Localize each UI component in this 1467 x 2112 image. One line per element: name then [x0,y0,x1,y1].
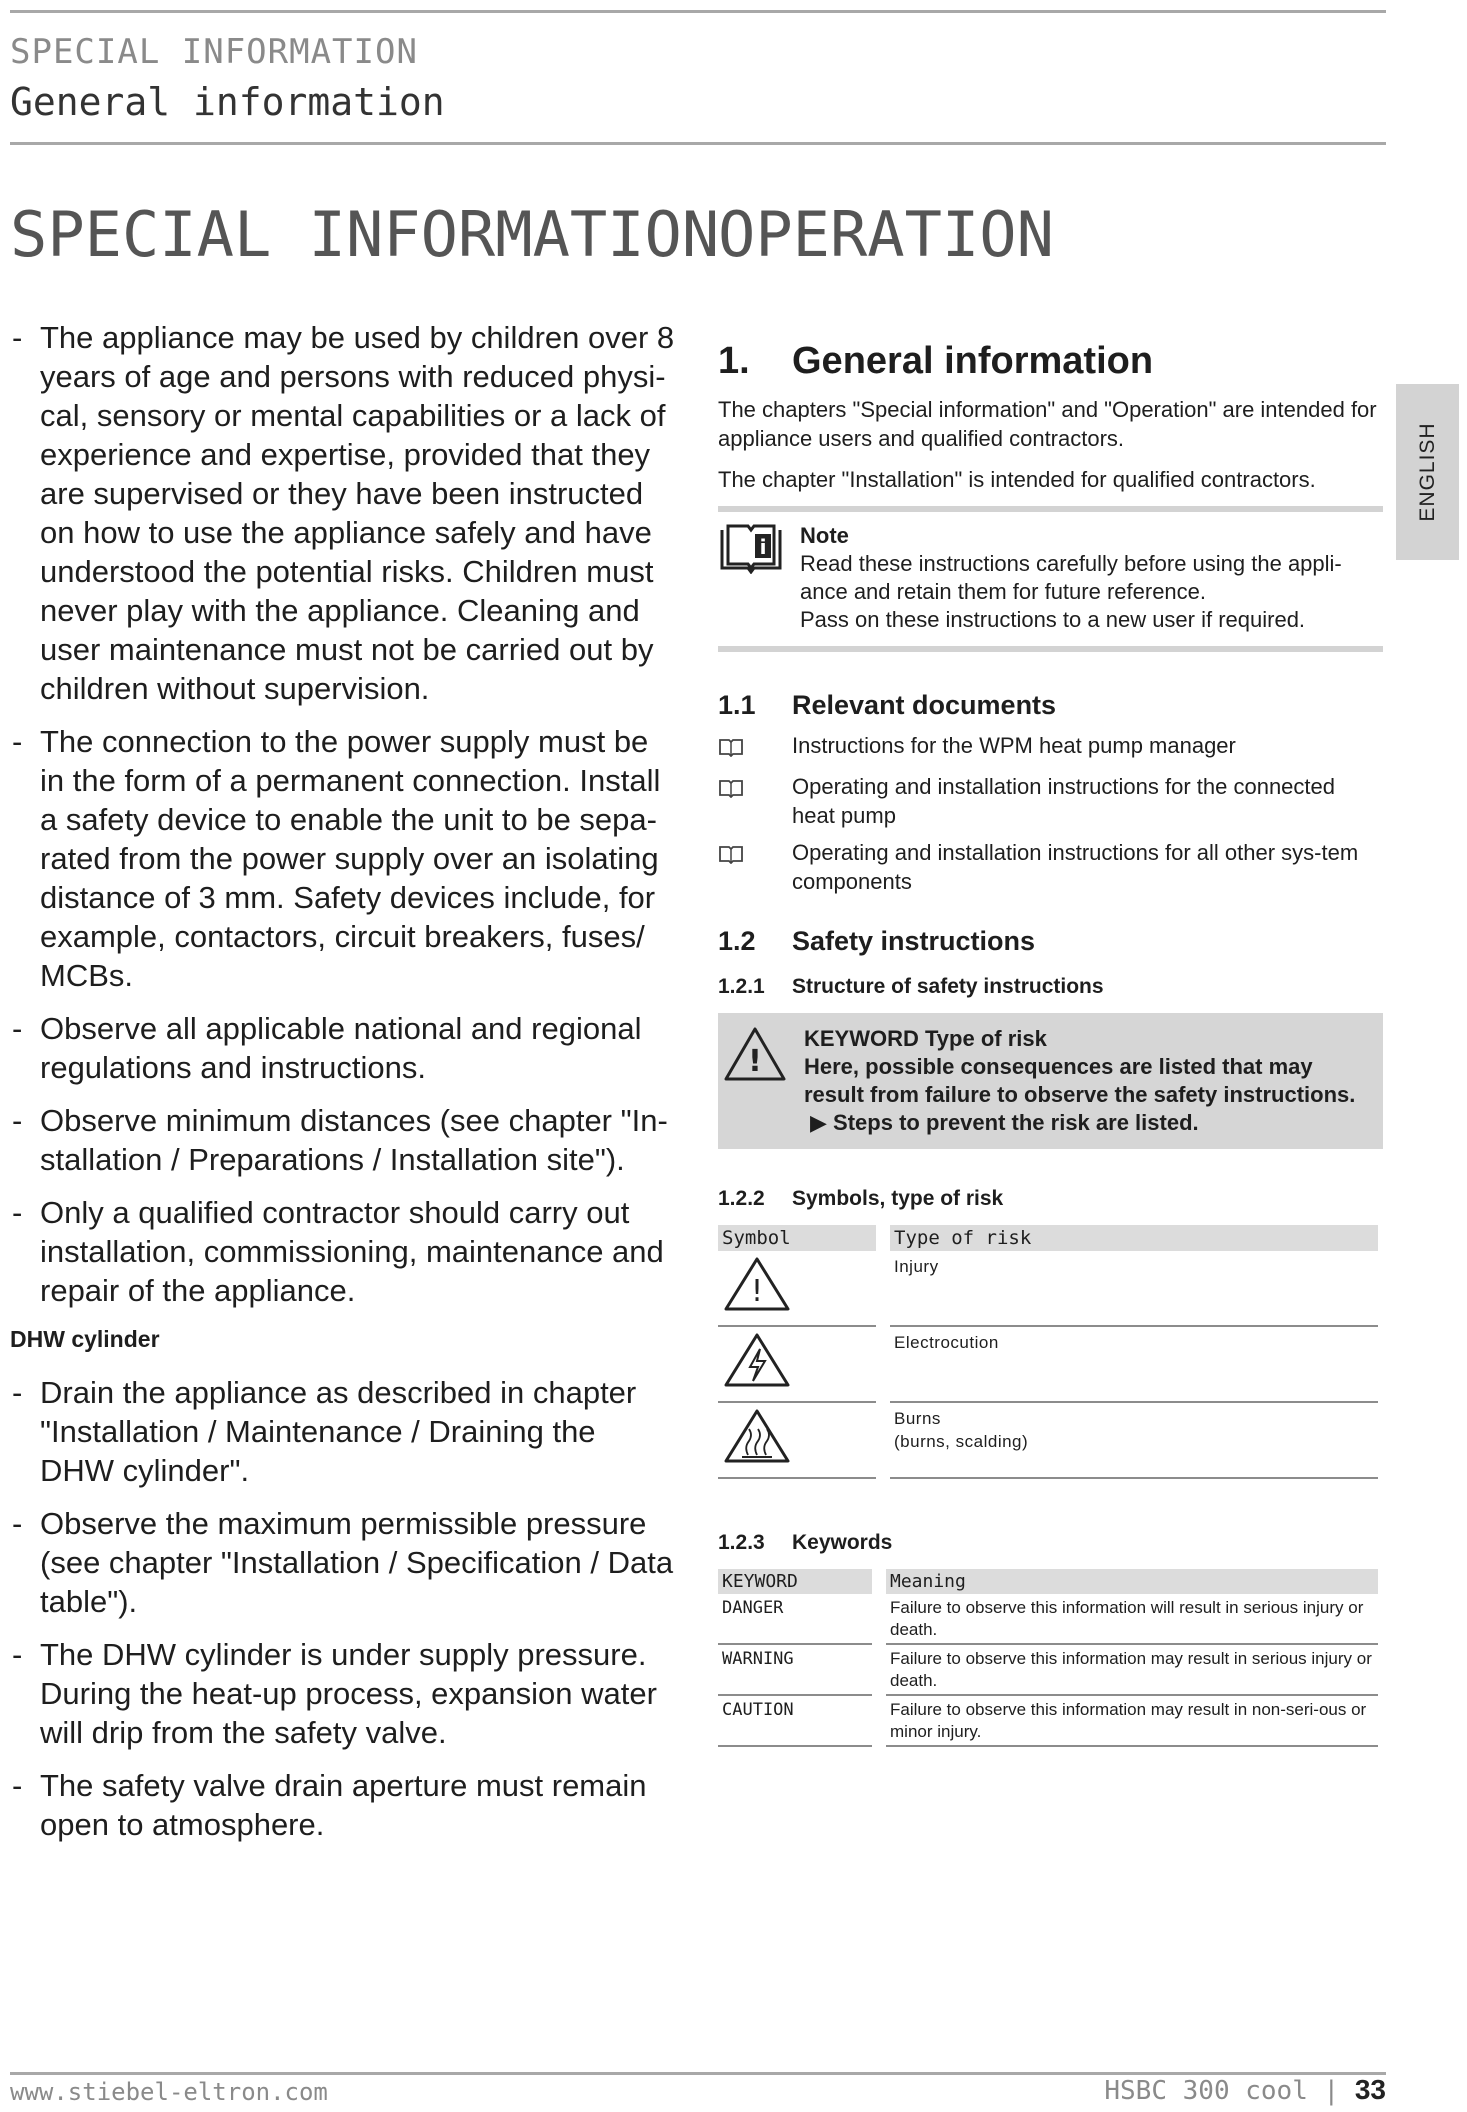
table-row [718,1251,1378,1326]
book-icon [718,731,792,764]
safety-bullet-list [10,318,675,1310]
column-header: KEYWORD [718,1569,872,1594]
document-text: Operating and installation instructions for the connected heat pump [792,774,1335,828]
header-rule [10,142,1386,145]
table-header-row [718,1569,1378,1594]
language-label: ENGLISH [1415,422,1439,522]
list-item: - The DHW cylinder is under supply pressure. During the heat-up process, expansion water will drip from the safety valve. [10,1635,675,1752]
special-information-column [10,318,675,1858]
section-number: 1. [718,340,750,382]
book-icon [718,838,792,896]
list-item [718,838,1383,896]
meaning-cell: Failure to observe this information may result in non-seri-ous or minor injury. [886,1695,1378,1746]
section-title: Relevant documents [792,690,1057,720]
warning-triangle-icon [718,1025,804,1137]
svg-text:!: ! [748,1044,762,1079]
table-row [718,1644,1378,1695]
svg-text:i: i [759,535,767,559]
warning-step [804,1109,1375,1137]
electrocution-warning-icon [718,1326,876,1402]
list-item: - Drain the appliance as described in chapter "Installation / Maintenance / Draining the DHW cylinder". [10,1373,675,1490]
section-number: 1.2.1 [718,975,765,998]
column-header: Meaning [886,1569,1378,1594]
risk-type: Electrocution [890,1326,1378,1402]
list-item: - The connection to the power supply must be in the form of a permanent connection. Install a safety device to enable the unit to be sepa-rated from the power supply over an isolating distance of 3 mm. Safety devices include, for example, contactors, circuit breakers, fuses/ MCBs. [10,722,675,995]
language-tab [1396,384,1459,560]
page-number: 33 [1354,2074,1386,2105]
warning-step-text: Steps to prevent the risk are listed. [833,1110,1199,1135]
section-title: Safety instructions [792,926,1036,956]
keyword-cell: CAUTION [718,1695,872,1746]
header-subsection: General information [10,80,445,124]
footer-product [1104,2074,1386,2106]
section-number: 1.2.2 [718,1187,765,1210]
list-item [718,772,1383,830]
meaning-cell: Failure to observe this information will result in serious injury or death. [886,1594,1378,1644]
section-title: Keywords [792,1531,893,1554]
burns-warning-icon [718,1402,876,1478]
operation-column [718,340,1383,1747]
document-text: Operating and installation instructions for all other sys-tem components [792,840,1359,894]
symbols-table [718,1225,1378,1479]
note-book-icon [718,522,800,634]
intro-paragraph: The chapter "Installation" is intended for qualified contractors. [718,467,1316,492]
section-title: General information [792,340,1154,382]
intro-paragraph: The chapters "Special information" and "Operation" are intended for appliance users and qualified contractors. [718,397,1377,451]
note-line: Read these instructions carefully before using the appli-ance and retain them for future reference. [800,551,1342,604]
book-icon [718,772,792,830]
note-title: Note [800,523,849,548]
section-1-2-1-heading [718,975,1383,999]
section-number: 1.1 [718,690,756,720]
title-special-information: SPECIAL INFORMATION [10,198,720,271]
relevant-documents-list [718,731,1383,896]
list-item: - Only a qualified contractor should carry out installation, commissioning, maintenance and repair of the appliance. [10,1193,675,1310]
top-rule [10,10,1386,13]
arrow-right-icon: ▶ [810,1110,827,1135]
dhw-cylinder-heading: DHW cylinder [10,1326,160,1352]
note-line: Pass on these instructions to a new user if required. [800,607,1306,632]
note-box [718,506,1383,652]
keywords-table [718,1569,1378,1747]
section-title: Symbols, type of risk [792,1187,1004,1210]
list-item [718,731,1383,764]
table-row [718,1326,1378,1402]
meaning-cell: Failure to observe this information may result in serious injury or death. [886,1644,1378,1695]
risk-type: Burns (burns, scalding) [890,1402,1378,1478]
section-title: Structure of safety instructions [792,975,1104,998]
warning-keyword: KEYWORD Type of risk [804,1026,1047,1051]
warning-structure-box [718,1013,1383,1149]
section-number: 1.2.3 [718,1531,765,1554]
list-item: - The appliance may be used by children over 8 years of age and persons with reduced physi-cal, sensory or mental capabilities or a lack of experience and expertise, provided that they are supervised or they have been instructed on how to use the appliance safely and have understood the potential risks. Children must never play with the appliance. Cleaning and user maintenance must not be carried out by children without supervision. [10,318,675,708]
footer-website: www.stiebel-eltron.com [10,2078,328,2106]
section-1-2-3-heading [718,1531,1383,1555]
list-item: - Observe the maximum permissible pressure (see chapter "Installation / Specification / Data table"). [10,1504,675,1621]
product-name: HSBC 300 cool | [1104,2076,1340,2106]
section-1-2-2-heading [718,1187,1383,1211]
warning-content [804,1025,1375,1137]
header-section: SPECIAL INFORMATION [10,32,418,72]
injury-warning-icon [718,1251,876,1326]
table-row [718,1402,1378,1478]
section-1-heading [718,340,1383,383]
section-number: 1.2 [718,926,756,956]
section-1-2-heading [718,926,1383,957]
document-text: Instructions for the WPM heat pump manager [792,733,1236,758]
list-item: - Observe all applicable national and regional regulations and instructions. [10,1009,675,1087]
list-item: - The safety valve drain aperture must remain open to atmosphere. [10,1766,675,1844]
risk-type: Injury [890,1251,1378,1326]
column-header: Symbol [718,1225,876,1251]
keyword-cell: WARNING [718,1644,872,1695]
title-operation: OPERATION [718,198,1054,271]
dhw-bullet-list [10,1373,675,1844]
warning-text: Here, possible consequences are listed that may result from failure to observe the safety instructions. [804,1054,1356,1107]
table-row [718,1695,1378,1746]
table-row [718,1594,1378,1644]
svg-text:!: ! [750,1274,764,1309]
column-header: Type of risk [890,1225,1378,1251]
note-content [800,522,1383,634]
keyword-cell: DANGER [718,1594,872,1644]
section-1-1-heading [718,690,1383,721]
list-item: - Observe minimum distances (see chapter "In-stallation / Preparations / Installation site"). [10,1101,675,1179]
table-header-row [718,1225,1378,1251]
